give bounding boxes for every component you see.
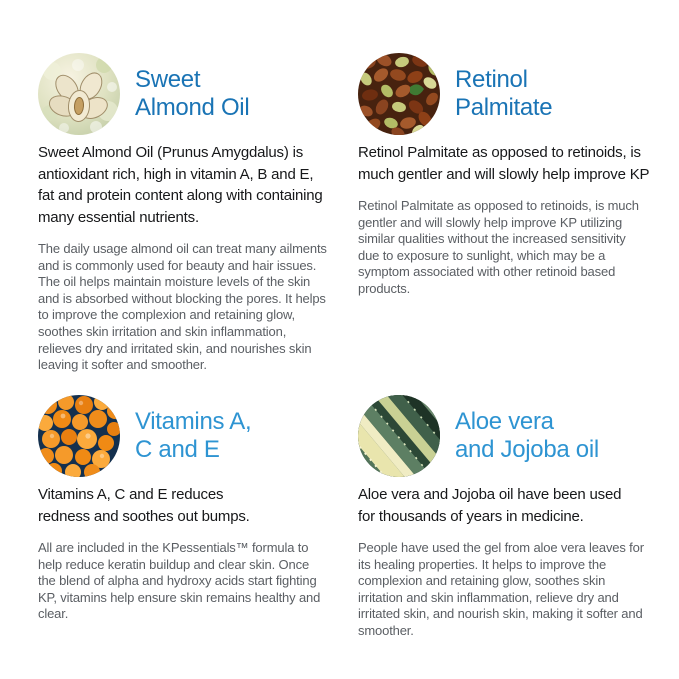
title-line: Sweet (135, 66, 201, 93)
section-title (135, 66, 249, 122)
title-line: Almond Oil (135, 94, 250, 121)
section-header (358, 53, 650, 135)
title-line: and Jojoba oil (455, 436, 599, 463)
title-line: Vitamins A, (135, 408, 252, 435)
almond-nuts-photo (38, 53, 120, 135)
title-line: C and E (135, 436, 220, 463)
title-line: Aloe vera (455, 408, 554, 435)
section-title (455, 66, 552, 122)
section-vitamins-a-c-e (38, 395, 330, 623)
section-retinol-palmitate (358, 53, 650, 298)
aloe-vera-leaves-photo (358, 395, 440, 477)
section-lead: Retinol Palmitate as opposed to retinoids, is much gentler and will slowly help improve KP (358, 144, 650, 183)
section-header (38, 395, 330, 477)
section-sweet-almond-oil (38, 53, 330, 374)
section-lead: Vitamins A, C and E reduces redness and soothes out bumps. (38, 486, 250, 525)
section-aloe-vera-jojoba-oil (358, 395, 650, 640)
title-line: Retinol (455, 66, 528, 93)
section-body: People have used the gel from aloe vera leaves for its healing properties. It helps to improve the complexion and retaining glow, soothes skin irritation and skin inflammation, relieve dry and irritated skin, and nourish skin, making it softer and smoother. (358, 540, 644, 638)
section-lead: Sweet Almond Oil (Prunus Amygdalus) is antioxidant rich, high in vitamin A, B and E, fat and protein content along with containing many essential nutrients. (38, 144, 323, 226)
section-body: Retinol Palmitate as opposed to retinoids, is much gentler and will slowly help improve KP utilizing similar qualities without the increased sensitivity due to exposure to sunlight, which may be a symptom associated with other retinoid based products. (358, 198, 639, 296)
retinol-seeds-photo (358, 53, 440, 135)
sea-buckthorn-berries-photo (38, 395, 120, 477)
title-line: Palmitate (455, 94, 553, 121)
section-body: All are included in the KPessentials™ formula to help reduce keratin buildup and clear skin. Once the blend of alpha and hydroxy acids start fighting KP, vitamins help ensure skin remains healthy and clear. (38, 540, 321, 622)
section-header (38, 53, 330, 135)
section-title (135, 408, 251, 464)
section-body: The daily usage almond oil can treat many ailments and is commonly used for beauty and hair issues. The oil helps maintain moisture levels of the skin and is absorbed without blocking the pores. It helps to improve the complexion and retaining glow, soothes skin irritation and skin inflammation, relieves dry and irritated skin, and nourishes skin leaving it softer and smoother. (38, 241, 327, 373)
section-title (455, 408, 599, 464)
section-lead: Aloe vera and Jojoba oil have been used for thousands of years in medicine. (358, 486, 622, 525)
